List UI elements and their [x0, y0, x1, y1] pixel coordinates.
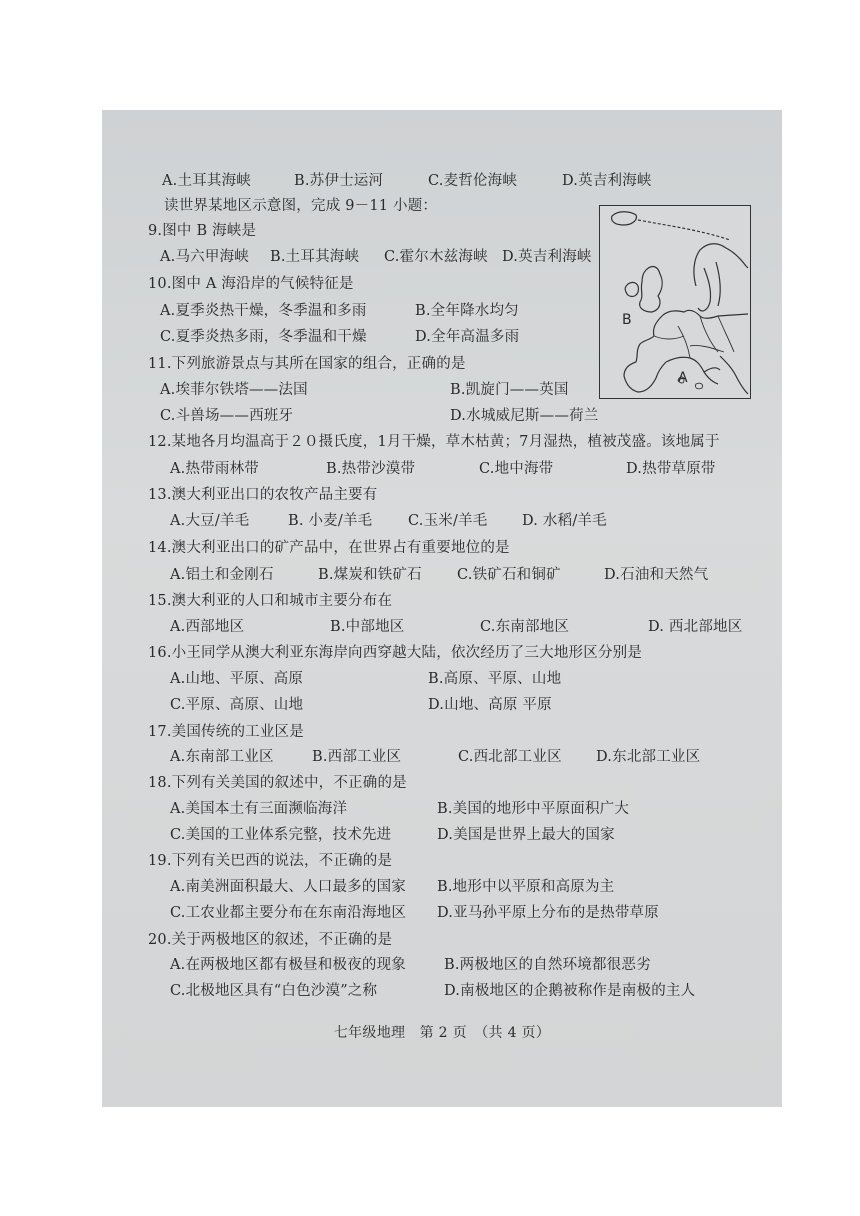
- option: D.英吉利海峡: [562, 173, 652, 189]
- option: C.美国的工业体系完整，技术先进: [170, 827, 392, 843]
- map-label-a: A: [678, 370, 688, 386]
- option: A.铝土和金刚石: [170, 567, 274, 583]
- option: C.夏季炎热多雨，冬季温和干燥: [160, 329, 367, 345]
- option: A.东南部工业区: [170, 749, 274, 765]
- option: C.铁矿石和铜矿: [457, 567, 561, 583]
- intro-text: 读世界某地区示意图，完成 9－11 小题：: [164, 198, 438, 214]
- option: B.苏伊士运河: [294, 173, 384, 189]
- option: C.玉米/羊毛: [408, 513, 488, 529]
- option: C.东南部地区: [480, 619, 570, 635]
- map-label-b: B: [622, 312, 632, 328]
- option: D.东北部工业区: [596, 749, 701, 765]
- option: C.地中海带: [479, 461, 554, 477]
- option: A.埃菲尔铁塔——法国: [160, 382, 308, 398]
- option: B.美国的地形中平原面积广大: [437, 801, 630, 817]
- option: D.南极地区的企鹅被称作是南极的主人: [444, 983, 696, 999]
- option: D. 西北部地区: [648, 619, 743, 635]
- question-stem: 18.下列有关美国的叙述中，不正确的是: [148, 775, 407, 791]
- option: D.水城威尼斯——荷兰: [450, 408, 599, 424]
- option: A.南美洲面积最大、人口最多的国家: [170, 879, 406, 895]
- option: B.凯旋门——英国: [450, 382, 569, 398]
- option: A.西部地区: [170, 619, 245, 635]
- option: D.热带草原带: [626, 461, 716, 477]
- option: A.土耳其海峡: [162, 173, 251, 189]
- option: C.北极地区具有“白色沙漠”之称: [170, 983, 378, 999]
- option: B.煤炭和铁矿石: [318, 567, 422, 583]
- question-stem: 15.澳大利亚的人口和城市主要分布在: [148, 593, 393, 609]
- option: B. 小麦/羊毛: [288, 513, 373, 529]
- map-outline: [600, 206, 750, 398]
- option: D.石油和天然气: [604, 567, 709, 583]
- question-stem: 11.下列旅游景点与其所在国家的组合，正确的是: [148, 356, 466, 372]
- option: A.热带雨林带: [170, 461, 259, 477]
- option: C.西北部工业区: [458, 749, 562, 765]
- option: D.山地、高原 平原: [428, 697, 552, 713]
- option: B.西部工业区: [312, 749, 402, 765]
- option: A.在两极地区都有极昼和极夜的现象: [170, 957, 406, 973]
- option: B.高原、平原、山地: [428, 671, 562, 687]
- option: A.山地、平原、高原: [170, 671, 304, 687]
- option: D.英吉利海峡: [502, 249, 592, 265]
- question-stem: 12.某地各月均温高于２０摄氏度，1月干燥，草木枯黄；7月湿热，植被茂盛。该地属于: [148, 434, 720, 450]
- question-stem: 20.关于两极地区的叙述，不正确的是: [148, 932, 393, 948]
- europe-map: [599, 205, 751, 399]
- question-stem: 10.图中 A 海沿岸的气候特征是: [148, 276, 354, 292]
- question-stem: 16.小王同学从澳大利亚东海岸向西穿越大陆，依次经历了三大地形区分别是: [148, 645, 643, 661]
- option: D.美国是世界上最大的国家: [437, 827, 615, 843]
- option: B.中部地区: [330, 619, 405, 635]
- option: A.美国本土有三面濒临海洋: [170, 801, 348, 817]
- option: C.平原、高原、山地: [170, 697, 304, 713]
- option: C.霍尔木兹海峡: [384, 249, 488, 265]
- option: D.亚马孙平原上分布的是热带草原: [437, 905, 659, 921]
- option: C.工农业都主要分布在东南沿海地区: [170, 905, 407, 921]
- option: B.土耳其海峡: [270, 249, 360, 265]
- exam-page: [102, 110, 782, 1107]
- option: A.夏季炎热干燥，冬季温和多雨: [160, 303, 367, 319]
- question-stem: 13.澳大利亚出口的农牧产品主要有: [148, 487, 378, 503]
- page-footer: 七年级地理 第 2 页 （共 4 页）: [333, 1025, 551, 1041]
- option: A.大豆/羊毛: [170, 513, 250, 529]
- option: B.地形中以平原和高原为主: [437, 879, 615, 895]
- option: C.斗兽场——西班牙: [160, 408, 294, 424]
- option: B.热带沙漠带: [326, 461, 416, 477]
- question-stem: 9.图中 B 海峡是: [148, 223, 257, 239]
- option: B.两极地区的自然环境都很恶劣: [444, 957, 651, 973]
- question-stem: 19.下列有关巴西的说法，不正确的是: [148, 853, 393, 869]
- option: A.马六甲海峡: [160, 249, 249, 265]
- question-stem: 14.澳大利亚出口的矿产品中，在世界占有重要地位的是: [148, 540, 510, 556]
- option: B.全年降水均匀: [415, 303, 519, 319]
- question-stem: 17.美国传统的工业区是: [148, 724, 304, 740]
- option: D. 水稻/羊毛: [522, 513, 607, 529]
- option: C.麦哲伦海峡: [428, 173, 518, 189]
- option: D.全年高温多雨: [415, 329, 520, 345]
